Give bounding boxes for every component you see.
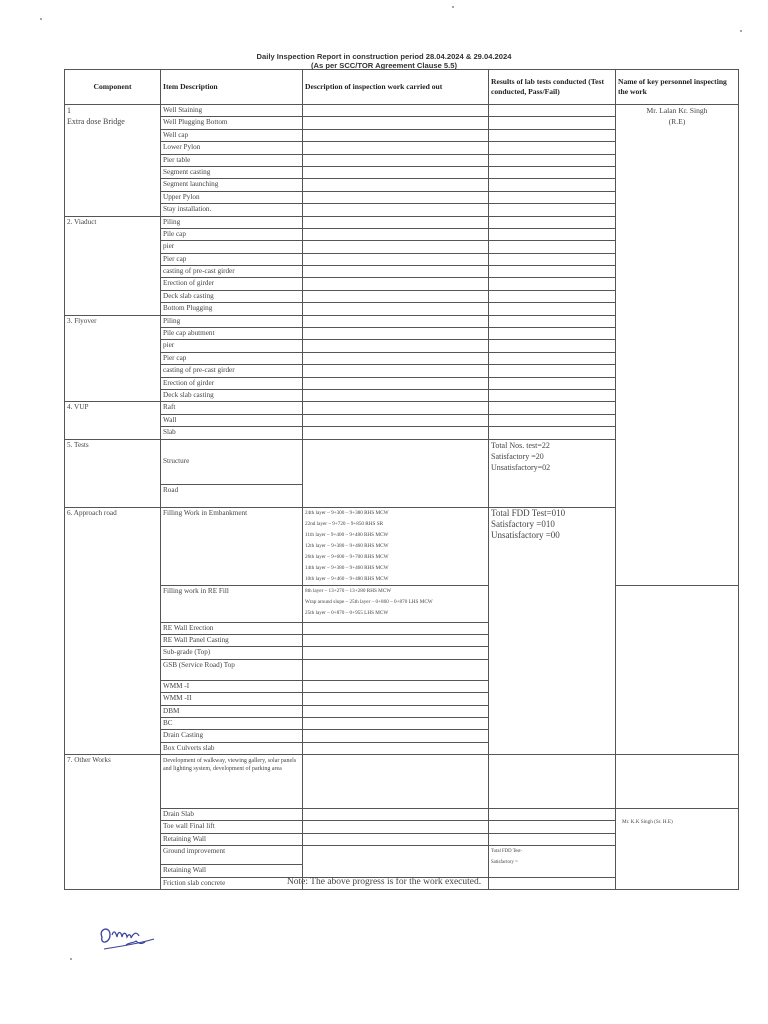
item-cell: Retaining Wall — [161, 865, 303, 877]
item-cell: Filling Work in Embankment — [161, 507, 303, 585]
item-cell: Sub-grade (Top) — [161, 647, 303, 659]
item-cell: Ground improvement — [161, 846, 303, 865]
item-cell: Raft — [161, 402, 303, 414]
component-name: Extra dose Bridge — [67, 117, 125, 126]
embankment-description-cell: 24th layer – 9+300 – 9+380 RHS MCW 22nd layer – 9+720 – 9+850 RHS SR 11th layer – 9+400 – 9+480 RHS MCW 12th layer – 9+380 – 9+460 RHS MCW 26th layer – 9+600 – 9+700 RHS MCW 14th layer – 9+380 – 9+460 RHS MCW 10th layer – 9+460 – 9+480 RHS MCW — [303, 507, 489, 585]
item-cell: Development of walkway, viewing gallery, solar panels and lighting system, development of parking area — [161, 755, 303, 809]
item-cell: Erection of girder — [161, 377, 303, 389]
table-row — [65, 705, 739, 717]
item-cell: Deck slab casting — [161, 389, 303, 401]
item-cell: Pile cap — [161, 228, 303, 240]
test-results-cell — [489, 439, 616, 507]
item-cell: Segment launching — [161, 179, 303, 191]
component-cell: 2. Viaduct — [65, 216, 161, 315]
inspection-table — [64, 69, 739, 890]
table-row — [65, 622, 739, 634]
item-cell: Bottom Plugging — [161, 303, 303, 315]
fdd-unsatisfactory: Unsatisfactory =00 — [491, 529, 560, 540]
scan-speck — [740, 30, 742, 32]
scan-speck — [452, 6, 454, 8]
item-cell: Box Culverts slab — [161, 742, 303, 754]
item-cell: Piling — [161, 315, 303, 327]
header-component: Component — [65, 70, 161, 105]
table-row — [65, 717, 739, 729]
re-fill-description-cell: 8th layer – 13+270 – 13+280 RHS MCW Wrap around slope – 25th layer – 0+860 – 0+870 LHS MCW 25th layer – 0+870 – 0+955 LHS MCW — [303, 585, 489, 622]
title-line-2: (As per SCC/TOR Agreement Clause 5.5) — [310, 61, 457, 70]
item-cell: Well cap — [161, 129, 303, 141]
item-cell: Filling work in RE Fill — [161, 585, 303, 622]
item-cell: Friction slab concrete — [161, 877, 303, 889]
table-row — [65, 755, 739, 809]
personnel-role: (R.E) — [668, 117, 686, 126]
table-row — [65, 809, 739, 821]
table-row — [65, 680, 739, 692]
item-cell: WMM -I — [161, 680, 303, 692]
item-cell: Upper Pylon — [161, 191, 303, 203]
other-works-personnel-cell: Mr. K.K Singh (Sr. H.E) — [616, 809, 739, 890]
item-cell: Toe wall Final lift — [161, 821, 303, 833]
item-cell: Deck slab casting — [161, 290, 303, 302]
table-row — [65, 585, 739, 622]
signature-image — [96, 915, 166, 955]
header-lab-results: Results of lab tests conducted (Test conducted, Pass/Fail) — [489, 70, 616, 105]
test-results-satisfactory: Satisfactory =20 — [491, 451, 544, 461]
item-cell: Pier cap — [161, 352, 303, 364]
table-row — [65, 647, 739, 659]
item-cell: RE Wall Erection — [161, 622, 303, 634]
item-cell: Wall — [161, 414, 303, 426]
component-cell: 4. VUP — [65, 402, 161, 439]
item-cell: Lower Pylon — [161, 142, 303, 154]
component-cell: 5. Tests — [65, 439, 161, 507]
scan-speck — [70, 958, 72, 960]
header-item-description: Item Description — [161, 70, 303, 105]
item-cell: WMM -II — [161, 693, 303, 705]
item-cell: Segment casting — [161, 166, 303, 178]
item-cell: Erection of girder — [161, 278, 303, 290]
item-cell: RE Wall Panel Casting — [161, 634, 303, 646]
item-cell: Slab — [161, 427, 303, 439]
item-cell: Road — [161, 484, 303, 507]
table-row — [65, 659, 739, 680]
header-inspection-description: Description of inspection work carried out — [303, 70, 489, 105]
item-cell: Pier table — [161, 154, 303, 166]
item-cell: Pier cap — [161, 253, 303, 265]
table-row — [65, 634, 739, 646]
item-cell: Well Staining — [161, 105, 303, 117]
item-cell: Well Plugging Bottom — [161, 117, 303, 129]
item-cell: casting of pre-cast girder — [161, 266, 303, 278]
item-cell: pier — [161, 241, 303, 253]
other-works-results-cell: Total FDD Test- Satisfactory = — [489, 846, 616, 877]
description-cell — [303, 105, 489, 117]
item-cell: pier — [161, 340, 303, 352]
table-row — [65, 105, 739, 117]
scan-speck — [40, 18, 42, 20]
component-number: 1 — [67, 106, 71, 115]
item-cell: Piling — [161, 216, 303, 228]
component-cell — [65, 105, 161, 217]
table-row — [65, 730, 739, 742]
item-cell: Structure — [161, 439, 303, 484]
table-row — [65, 742, 739, 754]
item-cell: DBM — [161, 705, 303, 717]
test-results-unsatisfactory: Unsatisfactory=02 — [491, 462, 551, 472]
test-results-total: Total Nos. test=22 — [491, 440, 550, 450]
footer-note: Note: The above progress is for the work executed. — [286, 877, 482, 887]
table-row — [65, 693, 739, 705]
personnel-name: Mr. Lalan Kr. Singh — [646, 106, 708, 115]
item-cell: Pile cap abutment — [161, 328, 303, 340]
report-title — [0, 52, 768, 70]
key-personnel-cell — [616, 105, 739, 586]
item-cell: GSB (Service Road) Top — [161, 659, 303, 680]
title-line-1: Daily Inspection Report in construction period 28.04.2024 & 29.04.2024 — [256, 52, 512, 61]
item-cell: Drain Slab — [161, 809, 303, 821]
item-cell: BC — [161, 717, 303, 729]
component-cell: 7. Other Works — [65, 755, 161, 890]
component-cell: 6. Approach road — [65, 507, 161, 755]
item-cell: Stay installation. — [161, 204, 303, 216]
item-cell: casting of pre-cast girder — [161, 365, 303, 377]
fdd-results-cell — [489, 507, 616, 755]
fdd-total: Total FDD Test=010 — [491, 507, 566, 518]
fdd-satisfactory: Satisfactory =010 — [491, 518, 555, 529]
header-key-personnel: Name of key personnel inspecting the work — [616, 70, 739, 105]
header-row — [65, 70, 739, 105]
item-cell: Drain Casting — [161, 730, 303, 742]
item-cell: Retaining Wall — [161, 833, 303, 845]
component-cell: 3. Flyover — [65, 315, 161, 402]
results-cell — [489, 105, 616, 117]
